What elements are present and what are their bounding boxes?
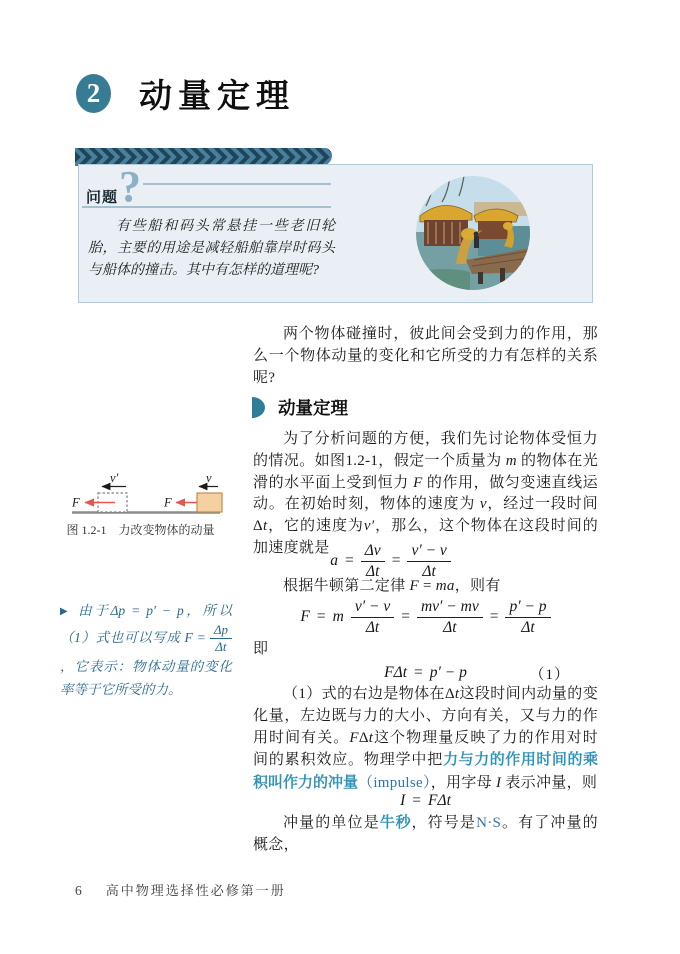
equals-sign: = [391, 552, 401, 569]
divider-line [143, 183, 331, 185]
label-F-left: F [72, 495, 80, 510]
equals-sign: = [489, 608, 499, 625]
newton-law-line: 根据牛顿第二定律 F = ma，则有 [283, 578, 501, 594]
impulse-unit-paragraph: 冲量的单位是牛秒，符号是N·S。有了冲量的概念， [253, 814, 598, 853]
margin-note [60, 599, 232, 701]
formula-impulse-momentum [253, 662, 598, 684]
section-number-badge: 2 [76, 74, 111, 113]
numerator: v′ − v [407, 542, 450, 562]
formula-term: m [332, 608, 344, 625]
equals-sign: = [316, 608, 326, 625]
label-v-prime: v′ [110, 471, 119, 485]
impulse-paragraph: （1）式的右边是物体在Δt这段时间内动量的变化量，左边既与力的大小、方向有关，又与力的作用时间有关。FΔt这个物理量反映了力的作用对时间的累积效应。物理学中把力与力的作用时间的乘积叫作力的冲量（impulse），用字母 I 表示冲量，则 [253, 686, 599, 792]
fraction [351, 598, 394, 637]
question-mark-icon: ? [119, 162, 141, 211]
denominator: Δt [365, 562, 380, 580]
denominator: Δt [422, 562, 436, 580]
fraction [210, 623, 232, 655]
dragon-boat-photo [416, 176, 530, 290]
denominator: Δt [365, 618, 380, 636]
block-solid [197, 493, 222, 512]
fraction [505, 598, 550, 637]
equals-sign: = [401, 608, 410, 625]
section-title: 动量定理 [278, 398, 348, 418]
problem-text: 有些船和码头常悬挂一些老旧轮胎，主要的用途是减轻船舶靠岸时码头与船体的撞击。其中有怎样的道理呢? [88, 219, 335, 278]
formula-term: a [330, 552, 338, 569]
formula-term: p′ − p [429, 664, 467, 681]
formula-term: FΔt [428, 792, 451, 809]
numerator: Δv [361, 542, 385, 562]
section-marker-icon [252, 397, 265, 418]
formula-term: I [400, 792, 406, 809]
page-title: 动量定理 [139, 79, 295, 115]
figure-momentum-diagram [58, 468, 223, 518]
connector-word: 即 [253, 641, 269, 657]
page-number: 6 [75, 883, 82, 898]
formula-force [253, 597, 598, 637]
denominator: Δt [215, 639, 227, 655]
fraction [407, 542, 450, 581]
fraction [361, 542, 385, 581]
problem-label: 问题 [86, 189, 119, 206]
figure-caption: 图 1.2-1 力改变物体的动量 [66, 523, 215, 537]
setup-paragraph: 为了分析问题的方便，我们先讨论物体受恒力的情况。如图1.2-1，假定一个质量为 m 的物体在光滑的水平面上受到恒力 F 的作用，做匀变速直线运动。在初始时刻，物体的速度为 v，经过一段时间Δt，它的速度为v′，那么，这个物体在这段时间的加速度就是 [253, 431, 598, 556]
formula-acceleration [253, 541, 528, 581]
margin-note-text: ，它表示：物体动量的变化率等于它所受的力。 [60, 658, 232, 697]
section-header [252, 395, 348, 420]
equals-sign: = [344, 552, 354, 569]
dragon-boat-photo-art [416, 176, 530, 290]
denominator: Δt [443, 618, 457, 636]
equals-sign: = [412, 792, 422, 809]
formula-term: FΔt [384, 664, 407, 681]
denominator: Δt [521, 618, 535, 636]
numerator: Δp [210, 623, 232, 639]
fraction [417, 598, 483, 637]
numerator: p′ − p [505, 598, 550, 618]
intro-paragraph: 两个物体碰撞时，彼此间会受到力的作用，那么一个物体动量的变化和它所受的力有怎样的关系呢? [253, 326, 598, 386]
formula-term: F [300, 608, 310, 625]
label-F-right: F [164, 495, 172, 510]
numerator: mv′ − mv [417, 598, 483, 618]
triangle-bullet-icon: ▶ [60, 606, 71, 617]
formula-impulse-definition [253, 790, 598, 812]
numerator: v′ − v [351, 598, 394, 618]
page-footer [75, 880, 286, 899]
label-v: v [206, 471, 212, 485]
equals-sign: = [414, 664, 423, 681]
book-title: 高中物理选择性必修第一册 [105, 883, 286, 898]
equation-number: （1） [529, 667, 570, 683]
margin-note-text: 由于Δp = p′ − p，所以（1）式也可以写成 F = [60, 603, 232, 645]
